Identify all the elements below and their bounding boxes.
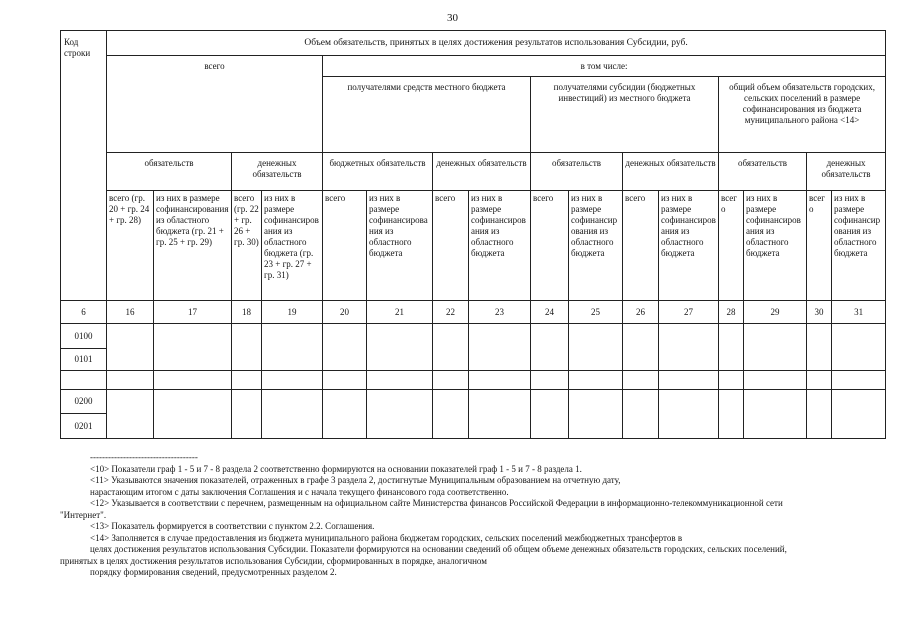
data-cell — [659, 390, 719, 439]
data-cell — [832, 371, 886, 390]
data-cell — [262, 324, 323, 371]
header-row-subgroups — [61, 153, 886, 191]
subgroup-header: обязательств — [107, 153, 232, 191]
data-cell — [744, 324, 807, 371]
subgroup-header: обязательств — [531, 153, 623, 191]
subgroup-header: денежных обязательств — [232, 153, 323, 191]
column-header: из них в размере софинансирования из областного бюджета — [367, 191, 433, 301]
row-code — [61, 371, 107, 390]
data-cell — [659, 324, 719, 371]
main-header: Объем обязательств, принятых в целях достижения результатов использования Субсидии, руб. — [107, 31, 886, 56]
footnote-line: целях достижения результатов использования Субсидии. Показатели формируются на основании сведений об общем объеме денежных обязательств городских, сельских поселений, — [90, 544, 787, 554]
data-cell — [623, 324, 659, 371]
column-number: 26 — [623, 301, 659, 324]
column-number: 19 — [262, 301, 323, 324]
footnote-line: <10> Показатели граф 1 - 5 и 7 - 8 раздела 2 соответственно формируются на основании показателей граф 1 - 5 и 7 - 8 раздела 1. — [90, 463, 582, 474]
data-cell — [367, 324, 433, 371]
code-header: Код строки — [61, 31, 107, 301]
subgroup-header: обязательств — [719, 153, 807, 191]
total-header: всего — [107, 56, 323, 153]
column-number: 25 — [569, 301, 623, 324]
data-cell — [569, 324, 623, 371]
footnote-line: "Интернет". — [60, 509, 107, 520]
column-header: из них в размере софинансирования из областного бюджета — [469, 191, 531, 301]
column-header: всего — [433, 191, 469, 301]
header-row-columns — [61, 191, 886, 301]
footnote-line: принятых в целях достижения результатов использования Субсидии, сформированных в порядке, аналогичном — [60, 555, 487, 566]
data-cell — [744, 371, 807, 390]
column-numbers-row — [61, 301, 886, 324]
table-row — [61, 371, 886, 390]
group-header-settlements: общий объем обязательств городских, сельских поселений в размере софинансирования из бюджета муниципального района <14> — [719, 77, 886, 153]
subgroup-header: денежных обязательств — [623, 153, 719, 191]
header-row-main — [61, 31, 886, 56]
column-number: 30 — [807, 301, 832, 324]
subgroup-header: денежных обязательств — [807, 153, 886, 191]
data-cell — [433, 324, 469, 371]
data-cell — [531, 390, 569, 439]
row-code: 0201 — [61, 414, 107, 439]
column-number: 6 — [61, 301, 107, 324]
column-number: 17 — [154, 301, 232, 324]
including-header: в том числе: — [323, 56, 886, 77]
column-header: из них в размере софинансирования из областного бюджета (гр. 23 + гр. 27 + гр. 31) — [262, 191, 323, 301]
footnotes — [60, 452, 885, 579]
data-cell — [832, 390, 886, 439]
footnote-line: <11> Указываются значения показателей, отраженных в графе 3 раздела 2, достигнутые Муниципальным образованием на отчетную дату, — [90, 475, 621, 485]
data-cell — [719, 390, 744, 439]
table-row — [61, 390, 886, 414]
column-header: всего (гр. 22 + гр. 26 + гр. 30) — [232, 191, 262, 301]
subgroup-header: денежных обязательств — [433, 153, 531, 191]
column-number: 29 — [744, 301, 807, 324]
data-cell — [433, 371, 469, 390]
column-number: 21 — [367, 301, 433, 324]
subgroup-header: бюджетных обязательств — [323, 153, 433, 191]
data-cell — [807, 390, 832, 439]
column-number: 28 — [719, 301, 744, 324]
data-cell — [531, 324, 569, 371]
data-cell — [832, 324, 886, 371]
column-header: всего — [531, 191, 569, 301]
data-cell — [469, 371, 531, 390]
footnote-line: <12> Указывается в соответствии с перечнем, размещенным на официальном сайте Министерства финансов Российской Федерации в информационно-телекоммуникационной сети — [90, 498, 783, 508]
data-cell — [107, 390, 154, 439]
obligations-table — [60, 30, 886, 439]
column-number: 18 — [232, 301, 262, 324]
column-header: из них в размере софинансирования из областного бюджета — [659, 191, 719, 301]
group-header-subsidy-recipients: получателями субсидии (бюджетных инвестиций) из местного бюджета — [531, 77, 719, 153]
data-cell — [433, 390, 469, 439]
data-cell — [719, 371, 744, 390]
column-number: 20 — [323, 301, 367, 324]
footnote-separator: ------------------------------------ — [90, 452, 198, 462]
column-header: всего — [623, 191, 659, 301]
data-cell — [262, 371, 323, 390]
footnote-line: <13> Показатель формируется в соответствии с пунктом 2.2. Соглашения. — [90, 521, 375, 531]
data-cell — [323, 371, 367, 390]
column-header: из них в размере софинансирования из областного бюджета — [744, 191, 807, 301]
table-row — [61, 324, 886, 349]
column-header: из них в размере софинансирования из областного бюджета (гр. 21 + гр. 25 + гр. 29) — [154, 191, 232, 301]
row-code: 0200 — [61, 390, 107, 414]
data-cell — [323, 324, 367, 371]
data-cell — [323, 390, 367, 439]
data-cell — [107, 324, 154, 371]
data-cell — [807, 324, 832, 371]
data-cell — [154, 390, 232, 439]
data-cell — [469, 324, 531, 371]
footnote-line: порядку формирования сведений, предусмотренных разделом 2. — [90, 567, 337, 577]
data-cell — [367, 390, 433, 439]
data-cell — [262, 390, 323, 439]
data-cell — [531, 371, 569, 390]
data-cell — [623, 390, 659, 439]
column-number: 22 — [433, 301, 469, 324]
data-cell — [744, 390, 807, 439]
data-cell — [569, 371, 623, 390]
column-number: 27 — [659, 301, 719, 324]
footnote-line: <14> Заполняется в случае предоставления из бюджета муниципального района бюджетам городских, сельских поселений межбюджетных трансфертов в — [90, 532, 683, 543]
column-number: 31 — [832, 301, 886, 324]
header-row-total — [61, 56, 886, 77]
data-cell — [107, 371, 154, 390]
column-header: из них в размере софинансирования из областного бюджета — [569, 191, 623, 301]
page-number: 30 — [447, 12, 458, 24]
data-cell — [367, 371, 433, 390]
data-cell — [232, 371, 262, 390]
data-cell — [807, 371, 832, 390]
data-cell — [232, 390, 262, 439]
footnote-line: нарастающим итогом с даты заключения Соглашения и с начала текущего финансового года соответственно. — [90, 486, 509, 497]
column-header: всего — [323, 191, 367, 301]
data-cell — [154, 371, 232, 390]
row-code: 0101 — [61, 349, 107, 371]
column-header: из них в размере софинансирования из областного бюджета — [832, 191, 886, 301]
data-cell — [569, 390, 623, 439]
row-code: 0100 — [61, 324, 107, 349]
data-cell — [659, 371, 719, 390]
data-cell — [623, 371, 659, 390]
data-cell — [232, 324, 262, 371]
data-cell — [154, 324, 232, 371]
column-number: 23 — [469, 301, 531, 324]
column-number: 24 — [531, 301, 569, 324]
column-number: 16 — [107, 301, 154, 324]
data-cell — [719, 324, 744, 371]
column-header: всего — [807, 191, 832, 301]
data-cell — [469, 390, 531, 439]
column-header: всего (гр. 20 + гр. 24 + гр. 28) — [107, 191, 154, 301]
group-header-local-budget: получателями средств местного бюджета — [323, 77, 531, 153]
column-header: всего — [719, 191, 744, 301]
